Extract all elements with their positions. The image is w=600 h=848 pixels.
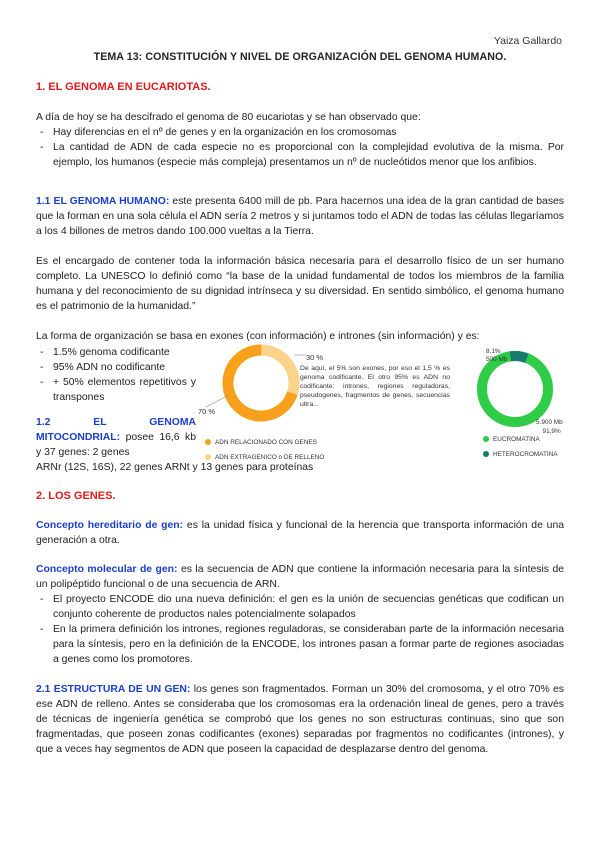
legend-item	[205, 435, 324, 450]
section-1-2-block	[36, 415, 196, 460]
section-1-2-text-b: 16,6 kb y 37 genes: 2 genes	[36, 432, 197, 458]
list-item: - 95% ADN no codificante	[36, 360, 196, 375]
concept-molecular-label: Concepto molecular de gen:	[36, 564, 178, 575]
section-1-2-heading: 1.2 EL GENOMA MITOCONDRIAL:	[36, 417, 196, 443]
list-item: - El proyecto ENCODE dio una nueva definición: el gen es la unión de secuencias genéticas que codifican un conjunto coherente de productos nales potencialmente solapados	[36, 592, 564, 622]
genome-donut-chart	[196, 343, 316, 433]
section-1-intro: A día de hoy se ha descifrado el genoma de 80 eucariotas y se han observado que:	[36, 112, 421, 123]
chart2-top-pct: 8,1%	[486, 348, 501, 355]
list-item: - Hay diferencias en el nº de genes y en la organización en los cromosomas	[36, 125, 564, 140]
chart1-label-30: 30 %	[306, 353, 324, 362]
concept-hereditary-label: Concepto hereditario de gen:	[36, 520, 184, 531]
section-2-list	[36, 592, 564, 667]
concept-molecular-text: es la secuencia de ADN que contiene la información necesaria para la síntesis de un polipéptido funcional o de una secuencia de ARN.	[36, 564, 565, 590]
legend-label: ADN RELACIONADO CON GENES	[215, 439, 317, 446]
organization-list	[36, 345, 196, 405]
chromatin-donut-chart	[470, 349, 560, 429]
concept-hereditary	[36, 518, 564, 548]
chart2-top-mb: 500 Mb	[486, 356, 508, 363]
legend-dot-icon	[483, 436, 489, 442]
legend-dot-icon	[205, 454, 211, 460]
unesco-paragraph: Es el encargado de contener toda la información básica necesaria para el desarrollo físico de un ser humano completo. La UNESCO lo definió como “la base de la unidad fundamental de todos los miembros de la familia humana y del reconocimiento de su dignidad intrínseca y su diversidad. En sentido simbólico, el genoma humano es el patrimonio de la humanidad.”	[36, 256, 564, 312]
legend-dot-icon	[205, 439, 211, 445]
donut-slice-euchromatin	[482, 356, 548, 422]
section-1-1-body	[36, 194, 564, 239]
section-2-1-text: los genes son fragmentados. Forman un 30% del cromosoma, y el otro 70% es ese ADN de relleno. Antes se consideraba que los cromosomas era la ordenación lineal de genes, pero a través de técnicas de ingeniería genética se comprobó que los genes no son estructuras continuas, sino que son fragmentadas, que poseen zonas codificantes (exones) separadas por fragmentos no codificantes (intrones), y que a veces hay segmentos de ADN que poseen la capacidad de desplazarse dentro del genoma.	[36, 684, 565, 755]
legend-label: HETEROCROMATINA	[493, 451, 558, 458]
legend-label: ADN EXTRAGENICO o DE RELLENO	[215, 454, 325, 461]
section-1-list	[36, 125, 564, 170]
section-1-1-heading: 1.1 EL GENOMA HUMANO:	[36, 196, 170, 207]
section-1-body	[36, 110, 564, 170]
organization-paragraph: La forma de organización se basa en exones (con información) e intrones (sin información) y es:	[36, 331, 480, 342]
section-1-heading: 1. EL GENOMA EN EUCARIOTAS.	[36, 81, 211, 93]
genome-donut-svg	[196, 343, 316, 433]
chart1-legend	[205, 435, 324, 465]
section-2-1-heading: 2.1 ESTRUCTURA DE UN GEN:	[36, 684, 191, 695]
concept-molecular	[36, 562, 564, 667]
list-item: - 1.5% genoma codificante	[36, 345, 196, 360]
legend-item	[483, 432, 558, 447]
concept-hereditary-text: es la unidad física y funcional de la herencia que transporta información de una generación a otra.	[36, 520, 564, 546]
legend-label: EUCROMATINA	[493, 436, 540, 443]
chart2-label-top	[486, 348, 507, 364]
concept-molecular-paragraph	[36, 562, 564, 592]
section-1-1-text: este presenta 6400 mill de pb. Para hacernos una idea de la gran cantidad de bases que la forman en una sola célula el ADN sería 2 metros y si juntamos todo el ADN de todas las células llegaríamos a los 4 billones de metros dando 100.000 vueltas a la Tierra.	[36, 196, 564, 237]
chromatin-donut-svg	[470, 349, 560, 429]
chart2-legend	[483, 432, 558, 462]
chart1-annotation: De aquí, el 5% son exones, por eso el 1,5 % es genoma codificante. El otro 95% es ADN no codificante: intrones, regiones reguladoras, pseudogenes, fragmentos de genes, secuencias ultra...	[300, 365, 450, 408]
legend-item	[205, 450, 324, 465]
section-2-heading: 2. LOS GENES.	[36, 490, 116, 502]
list-item: - La cantidad de ADN de cada especie no es proporcional con la complejidad evolutiva de la misma. Por ejemplo, los humanos (especie más compleja) presentamos un nº de nucleótidos menor que los anfibios.	[36, 140, 564, 170]
section-2-1-paragraph	[36, 682, 564, 757]
chart2-right-mb: 5.900 Mb	[536, 419, 563, 426]
author-name: Yaiza Gallardo	[493, 35, 562, 47]
legend-item	[483, 447, 558, 462]
chart1-label-70: 70 %	[198, 407, 216, 416]
list-item: - + 50% elementos repetitivos y transpones	[36, 375, 196, 405]
organization-list-block	[36, 345, 196, 405]
section-1-1-paragraph	[36, 194, 564, 239]
page-title: TEMA 13: CONSTITUCIÓN Y NIVEL DE ORGANIZACIÓN DEL GENOMA HUMANO.	[93, 51, 507, 63]
section-1-2-text-c: ARNr (12S, 16S), 22 genes ARNt y 13 genes para proteínas	[36, 462, 314, 473]
chart2-right-pct: 91,9%	[542, 428, 561, 435]
list-item: - En la primera definición los intrones, regiones reguladoras, se consideraban parte de la información necesaria para la síntesis, pero en la definición de la ENCODE, los intrones pasan a formar parte de regiones asociadas a genes como los promotores.	[36, 622, 564, 667]
section-1-2-text-a: posee	[125, 432, 154, 443]
legend-dot-icon	[483, 451, 489, 457]
